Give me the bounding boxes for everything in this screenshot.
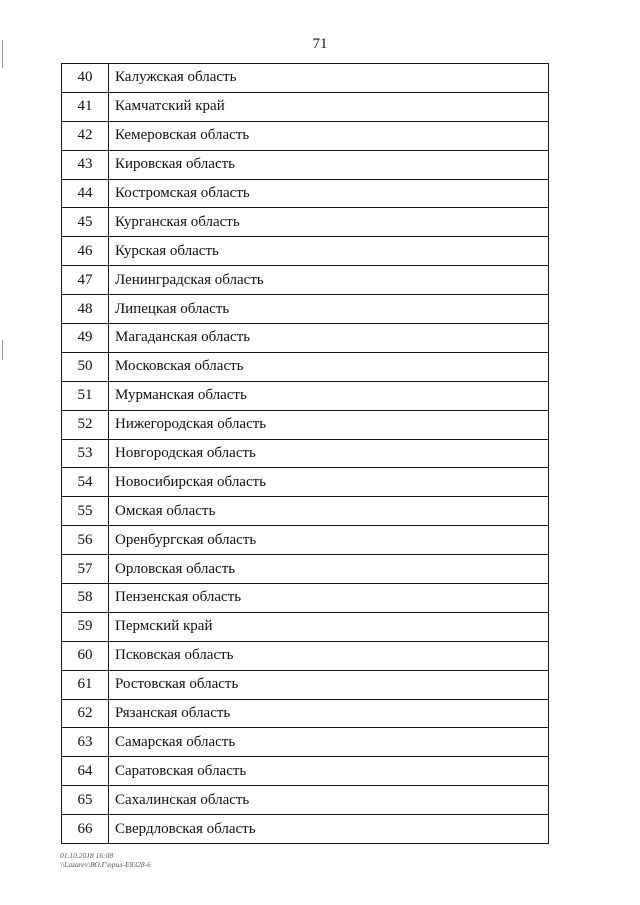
region-name-cell: Ростовская область: [109, 670, 549, 699]
region-name-cell: Костромская область: [109, 179, 549, 208]
region-name-cell: Омская область: [109, 497, 549, 526]
region-name-cell: Нижегородская область: [109, 410, 549, 439]
region-number-cell: 63: [62, 728, 109, 757]
table-row: [62, 497, 549, 526]
table-row: [62, 410, 549, 439]
table-row: [62, 584, 549, 613]
table-row: [62, 381, 549, 410]
regions-table-body: [62, 64, 549, 844]
region-name-cell: Курганская область: [109, 208, 549, 237]
table-row: [62, 352, 549, 381]
table-row: [62, 208, 549, 237]
table-row: [62, 295, 549, 324]
region-number-cell: 48: [62, 295, 109, 324]
table-row: [62, 699, 549, 728]
table-row: [62, 555, 549, 584]
region-number-cell: 47: [62, 266, 109, 295]
footer-timestamp: 01.10.2018 16:08: [60, 851, 114, 860]
region-number-cell: 58: [62, 584, 109, 613]
region-name-cell: Кировская область: [109, 150, 549, 179]
region-number-cell: 65: [62, 786, 109, 815]
region-name-cell: Орловская область: [109, 555, 549, 584]
region-number-cell: 62: [62, 699, 109, 728]
region-name-cell: Московская область: [109, 352, 549, 381]
region-number-cell: 46: [62, 237, 109, 266]
region-name-cell: Кемеровская область: [109, 121, 549, 150]
region-name-cell: Рязанская область: [109, 699, 549, 728]
region-number-cell: 57: [62, 555, 109, 584]
region-name-cell: Ленинградская область: [109, 266, 549, 295]
table-row: [62, 266, 549, 295]
region-name-cell: Саратовская область: [109, 757, 549, 786]
regions-table: [61, 63, 549, 844]
region-name-cell: Курская область: [109, 237, 549, 266]
region-name-cell: Липецкая область: [109, 295, 549, 324]
region-name-cell: Магаданская область: [109, 324, 549, 353]
page-number: 71: [312, 36, 328, 52]
scan-edge-mark-middle: [2, 340, 3, 360]
table-row: [62, 121, 549, 150]
footer-file-path: \\Lazarev\ВО.Г\прил-Е8328-6: [60, 860, 151, 869]
table-row: [62, 237, 549, 266]
table-row: [62, 92, 549, 121]
region-name-cell: Камчатский край: [109, 92, 549, 121]
region-number-cell: 42: [62, 121, 109, 150]
region-number-cell: 54: [62, 468, 109, 497]
table-row: [62, 324, 549, 353]
region-number-cell: 52: [62, 410, 109, 439]
table-row: [62, 612, 549, 641]
table-row: [62, 815, 549, 844]
region-number-cell: 61: [62, 670, 109, 699]
document-footer: [60, 851, 151, 869]
table-row: [62, 468, 549, 497]
region-number-cell: 50: [62, 352, 109, 381]
table-row: [62, 728, 549, 757]
region-name-cell: Псковская область: [109, 641, 549, 670]
region-number-cell: 43: [62, 150, 109, 179]
region-name-cell: Пермский край: [109, 612, 549, 641]
region-number-cell: 49: [62, 324, 109, 353]
region-name-cell: Новосибирская область: [109, 468, 549, 497]
region-number-cell: 60: [62, 641, 109, 670]
table-row: [62, 179, 549, 208]
region-name-cell: Сахалинская область: [109, 786, 549, 815]
table-row: [62, 641, 549, 670]
region-number-cell: 56: [62, 526, 109, 555]
table-row: [62, 64, 549, 93]
region-name-cell: Пензенская область: [109, 584, 549, 613]
region-name-cell: Новгородская область: [109, 439, 549, 468]
region-number-cell: 55: [62, 497, 109, 526]
region-number-cell: 64: [62, 757, 109, 786]
region-number-cell: 45: [62, 208, 109, 237]
table-row: [62, 439, 549, 468]
region-name-cell: Калужская область: [109, 64, 549, 93]
region-number-cell: 59: [62, 612, 109, 641]
region-name-cell: Мурманская область: [109, 381, 549, 410]
table-row: [62, 670, 549, 699]
region-name-cell: Самарская область: [109, 728, 549, 757]
region-number-cell: 53: [62, 439, 109, 468]
table-row: [62, 150, 549, 179]
region-number-cell: 51: [62, 381, 109, 410]
region-number-cell: 40: [62, 64, 109, 93]
region-number-cell: 41: [62, 92, 109, 121]
table-row: [62, 526, 549, 555]
region-number-cell: 66: [62, 815, 109, 844]
region-name-cell: Оренбургская область: [109, 526, 549, 555]
table-row: [62, 786, 549, 815]
region-number-cell: 44: [62, 179, 109, 208]
region-name-cell: Свердловская область: [109, 815, 549, 844]
table-row: [62, 757, 549, 786]
